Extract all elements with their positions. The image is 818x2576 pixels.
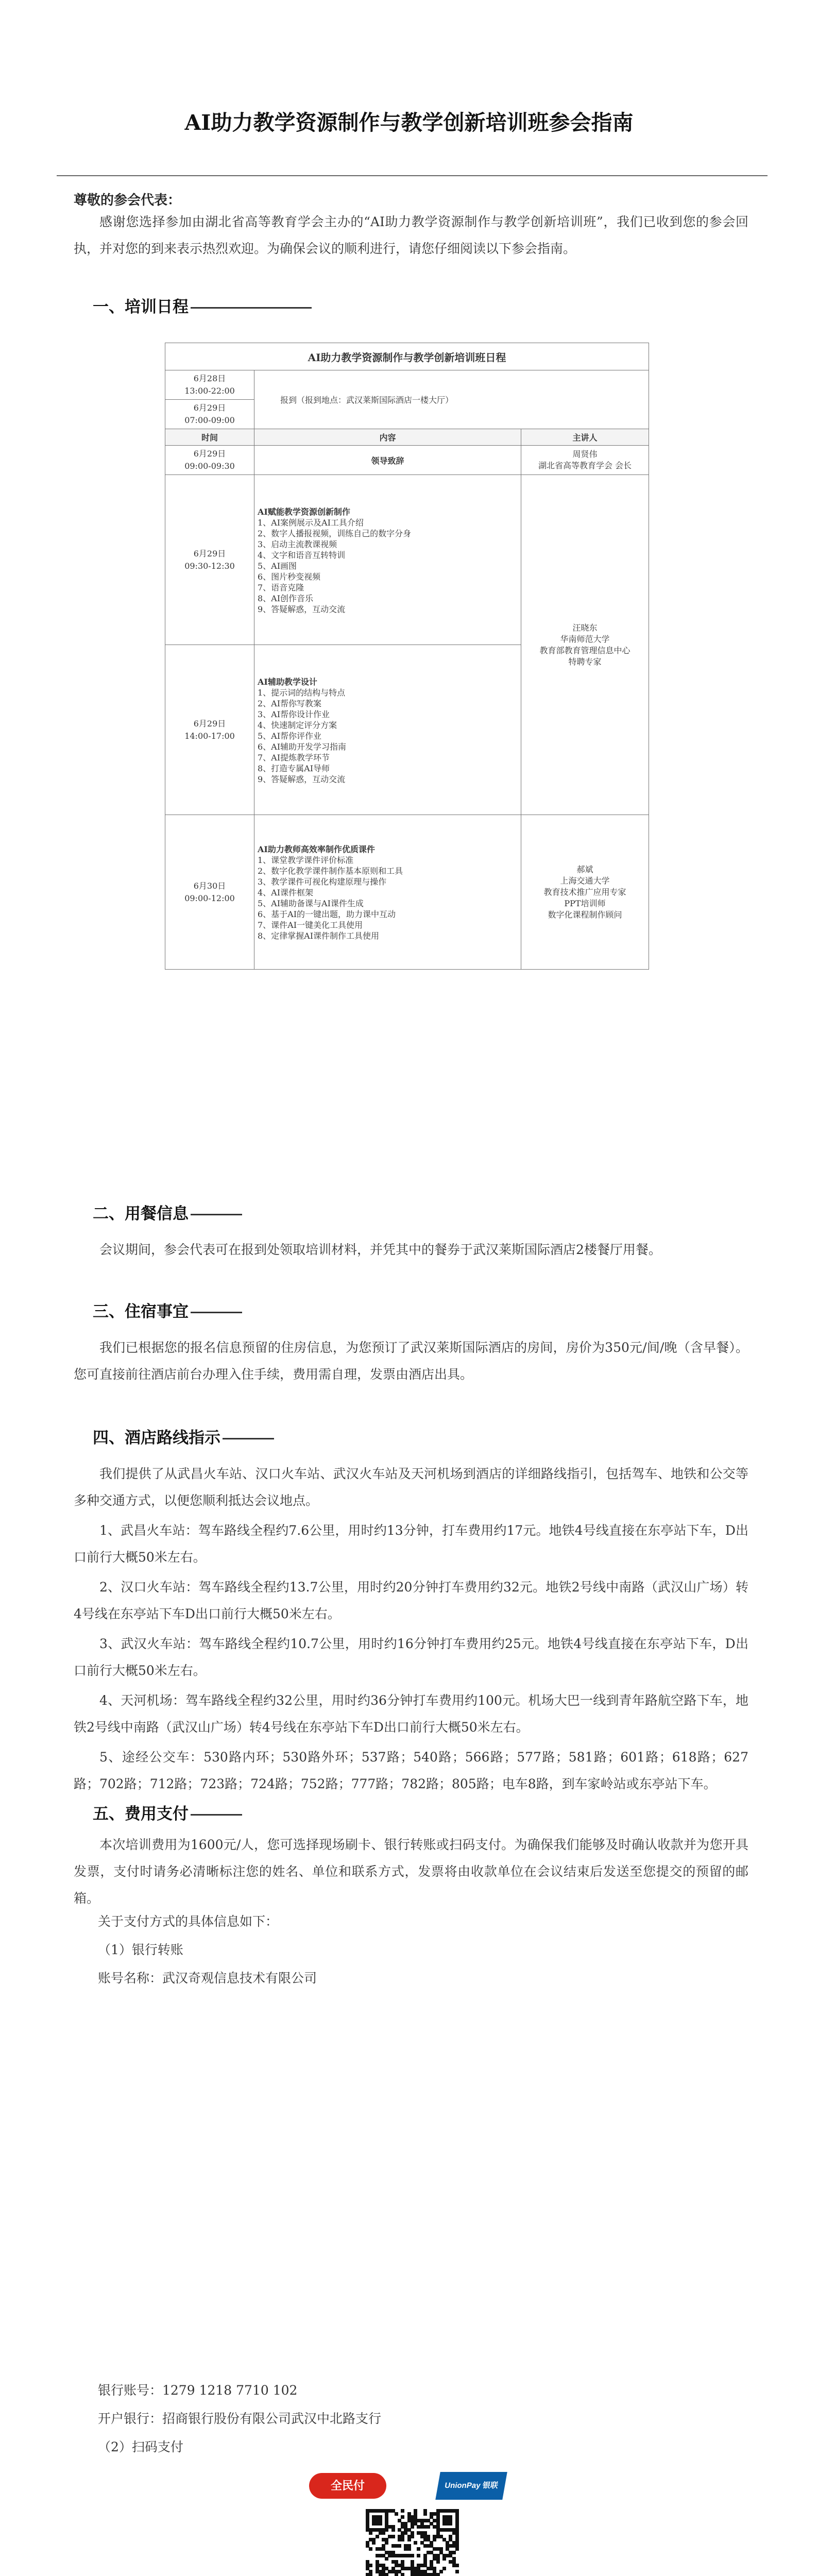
qr-module <box>369 2564 372 2567</box>
qr-module <box>436 2573 440 2576</box>
list-item: 1、AI案例展示及AI工具介绍 <box>258 517 364 528</box>
list-item: 7、AI提炼教学环节 <box>258 752 330 762</box>
opening-content: 领导致辞 <box>254 446 521 475</box>
qr-module <box>407 2538 411 2541</box>
title-divider <box>57 175 768 176</box>
list-item: 7、课件AI一键美化工具使用 <box>258 920 363 930</box>
cell-date: 6月29日 <box>193 449 226 459</box>
qr-module <box>452 2551 456 2554</box>
qr-module <box>376 2535 379 2538</box>
method-qr: （2）扫码支付 <box>98 2439 183 2454</box>
qr-module <box>442 2557 446 2561</box>
qr-module <box>423 2512 427 2516</box>
route-bus: 5、途经公交车：530路内环；530路外环；537路；540路；566路；577路；581路；601路；618路；627路；702路；712路；723路；724路；752路；777路；782路；805路；电车8路，到车家岭站或东亭站下车。 <box>74 1750 748 1791</box>
greeting: 尊敬的参会代表： <box>74 193 181 208</box>
qr-module <box>369 2573 372 2576</box>
speaker-title: 教育部教育管理信息中心 <box>539 645 630 655</box>
list-item: 7、语音克隆 <box>258 582 304 592</box>
list-item: 4、AI课件框架 <box>258 888 314 897</box>
cell-time: 13:00-22:00 <box>184 386 235 396</box>
payment-qr-badge <box>294 2468 525 2576</box>
routes-intro: 我们提供了从武昌火车站、汉口火车站、武汉火车站及天河机场到酒店的详细路线指引，包括驾车、地铁和公交等多种交通方式，以便您顺利抵达会议地点。 <box>74 1466 748 1508</box>
list-item: 6、基于AI的一键出题，助力课中互动 <box>258 909 396 919</box>
speaker-title: 华南师范大学 <box>560 634 610 644</box>
page-title: AI助力教学资源制作与教学创新培训班参会指南 <box>184 110 634 135</box>
qr-module <box>411 2525 414 2529</box>
col-header-time: 时间 <box>165 429 254 446</box>
heading-underline <box>191 1214 242 1215</box>
cell-time: 09:00-12:00 <box>184 893 235 903</box>
qr-module <box>398 2544 401 2548</box>
qr-module <box>414 2541 417 2545</box>
account-number: 银行账号：1279 1218 7710 102 <box>98 2383 298 2398</box>
module-title: AI辅助教学设计 <box>258 676 317 687</box>
section-heading-lodging: 三、住宿事宜 <box>93 1298 242 1321</box>
list-item: 9、答疑解惑，互动交流 <box>258 774 346 784</box>
qr-module <box>439 2570 443 2573</box>
account-name: 账号名称：武汉奇观信息技术有限公司 <box>98 1971 317 1986</box>
lodging-paragraph: 我们已根据您的报名信息预留的住房信息，为您预订了武汉莱斯国际酒店的房间，房价为350元/间/晚（含早餐）。您可直接前往酒店前台办理入住手续，费用需自理，发票由酒店出具。 <box>74 1340 748 1382</box>
qr-module <box>407 2547 411 2551</box>
unionpay-logo: UnionPay 银联 <box>435 2472 507 2500</box>
qr-module <box>391 2528 395 2532</box>
list-item: 3、教学课件可视化构建原理与操作 <box>258 877 387 887</box>
cell-date: 6月30日 <box>193 880 226 891</box>
speaker-title: 湖北省高等教育学会 会长 <box>538 461 632 470</box>
qr-module <box>385 2541 388 2545</box>
qr-module <box>395 2573 398 2576</box>
qr-module <box>401 2538 404 2541</box>
heading-underline <box>191 1814 242 1816</box>
speaker-name: 郝斌 <box>576 864 593 874</box>
qr-module <box>369 2547 372 2551</box>
qr-module <box>401 2515 404 2519</box>
schedule-table <box>165 343 649 970</box>
speaker-title: 上海交通大学 <box>560 875 610 886</box>
qr-module <box>395 2512 398 2516</box>
list-item: 2、AI帮你写教案 <box>258 698 322 708</box>
table-title: AI助力教学资源制作与教学创新培训班日程 <box>165 343 649 370</box>
qr-module <box>385 2557 388 2561</box>
cell-time: 14:00-17:00 <box>184 731 235 741</box>
qr-module <box>411 2535 414 2538</box>
list-item: 3、AI帮你设计作业 <box>258 709 330 719</box>
qr-module <box>379 2522 382 2526</box>
qr-module <box>385 2573 388 2576</box>
qr-module <box>455 2564 459 2567</box>
list-item: 4、快速制定评分方案 <box>258 720 337 730</box>
qr-module <box>417 2547 420 2551</box>
list-item: 8、定律掌握AI课件制作工具使用 <box>258 931 380 941</box>
section-heading-routes: 四、酒店路线指示 <box>93 1425 274 1448</box>
qr-module <box>455 2570 459 2573</box>
route-wuhan: 3、武汉火车站：驾车路线全程约10.7公里，用时约16分钟打车费用约25元。地铁4号线直接在东亭站下车，D出口前行大概50米左右。 <box>74 1636 748 1678</box>
cell-time: 09:00-09:30 <box>184 461 235 471</box>
list-item: 8、打造专属AI导师 <box>258 763 330 773</box>
list-item: 2、数字化教学课件制作基本原则和工具 <box>258 866 403 876</box>
payment-paragraph: 本次培训费用为1600元/人，您可选择现场刷卡、银行转账或扫码支付。为确保我们能够及时确认收款并为您开具发票，支付时请务必清晰标注您的姓名、单位和联系方式，发票将由收款单位在会议结束后发送至您提交的预留的邮箱。 <box>74 1837 748 1906</box>
cell-time: 07:00-09:00 <box>184 415 235 425</box>
speaker-title: 教育技术推广应用专家 <box>543 887 626 897</box>
col-header-speaker: 主讲人 <box>521 429 649 446</box>
qr-module <box>417 2554 420 2557</box>
qr-module <box>449 2522 452 2526</box>
cell-date: 6月29日 <box>193 548 226 558</box>
qr-module <box>433 2538 436 2541</box>
route-airport: 4、天河机场：驾车路线全程约32公里，用时约36分钟打车费用约100元。机场大巴一线到青年路航空路下车，地铁2号线中南路（武汉山广场）转4号线在东亭站下车D出口前行大概50米左右。 <box>74 1693 748 1735</box>
route-wuchang: 1、武昌火车站：驾车路线全程约7.6公里，用时约13分钟，打车费用约17元。地铁4号线直接在东亭站下车，D出口前行大概50米左右。 <box>74 1523 748 1565</box>
list-item: 5、AI画图 <box>258 561 297 571</box>
list-item: 5、AI辅助备课与AI课件生成 <box>258 899 364 908</box>
cell-time: 09:30-12:30 <box>184 561 235 571</box>
section-heading-payment: 五、费用支付 <box>93 1801 242 1824</box>
cell-date: 6月29日 <box>193 403 226 413</box>
cell-date: 6月29日 <box>193 718 226 728</box>
qr-module <box>391 2535 395 2538</box>
qr-module <box>385 2528 388 2532</box>
method-bank-transfer: （1）银行转账 <box>98 1942 183 1957</box>
qr-module <box>401 2573 404 2576</box>
speaker-title: 特聘专家 <box>568 656 602 667</box>
speaker-name: 汪晓东 <box>572 622 598 633</box>
bank-name: 开户银行：招商银行股份有限公司武汉中北路支行 <box>98 2411 382 2426</box>
meals-paragraph: 会议期间，参会代表可在报到处领取培训材料，并凭其中的餐券于武汉莱斯国际酒店2楼餐厅用餐。 <box>99 1242 661 1257</box>
payment-qr-code[interactable] <box>366 2509 458 2576</box>
qr-module <box>411 2554 414 2557</box>
speaker-title: PPT培训师 <box>564 898 606 908</box>
qr-module <box>436 2560 440 2564</box>
section-heading-schedule: 一、培训日程 <box>93 294 312 317</box>
quanminfu-logo: 全民付 <box>309 2473 386 2499</box>
module-title: AI赋能教学资源创新制作 <box>258 506 350 517</box>
qr-module <box>427 2525 430 2529</box>
qr-module <box>372 2541 376 2545</box>
qr-module <box>382 2531 385 2535</box>
list-item: 5、AI帮你评作业 <box>258 731 322 741</box>
intro-paragraph: 感谢您选择参加由湖北省高等教育学会主办的“AI助力教学资源制作与教学创新培训班”，我们已收到您的参会回执，并对您的到来表示热烈欢迎。为确保会议的顺利进行，请您仔细阅读以下参会指南。 <box>74 214 748 256</box>
list-item: 6、AI辅助开发学习指南 <box>258 741 347 752</box>
heading-underline <box>191 307 312 309</box>
list-item: 9、答疑解惑，互动交流 <box>258 604 346 614</box>
speaker-title: 数字化课程制作顾问 <box>548 909 622 920</box>
col-header-content: 内容 <box>254 429 521 446</box>
cell-date: 6月28日 <box>193 374 226 383</box>
list-item: 3、启动主流教课视频 <box>258 539 337 549</box>
list-item: 4、文字和语音互转特训 <box>258 550 346 560</box>
qr-module <box>401 2509 404 2513</box>
route-hankou: 2、汉口火车站：驾车路线全程约13.7公里，用时约20分钟打车费用约32元。地铁2号线中南路（武汉山广场）转4号线在东亭站下车D出口前行大概50米左右。 <box>74 1580 748 1621</box>
speaker-name: 周贤伟 <box>572 449 598 459</box>
list-item: 6、图片秒变视频 <box>258 571 321 582</box>
heading-underline <box>223 1438 274 1439</box>
list-item: 1、课堂教学课件评价标准 <box>258 855 354 865</box>
list-item: 2、数字人播报视频，训练自己的数字分身 <box>258 528 412 538</box>
heading-underline <box>191 1312 242 1313</box>
payment-methods-intro: 关于支付方式的具体信息如下： <box>98 1914 279 1929</box>
list-item: 8、AI创作音乐 <box>258 593 314 603</box>
registration-cell: 报到（报到地点：武汉莱斯国际酒店一楼大厅） <box>254 370 649 429</box>
qr-module <box>455 2547 459 2551</box>
qr-module <box>369 2531 372 2535</box>
list-item: 1、提示词的结构与特点 <box>258 687 346 698</box>
qr-module <box>442 2567 446 2570</box>
section-heading-meals: 二、用餐信息 <box>93 1200 242 1224</box>
module-title: AI助力教师高效率制作优质课件 <box>258 844 375 854</box>
